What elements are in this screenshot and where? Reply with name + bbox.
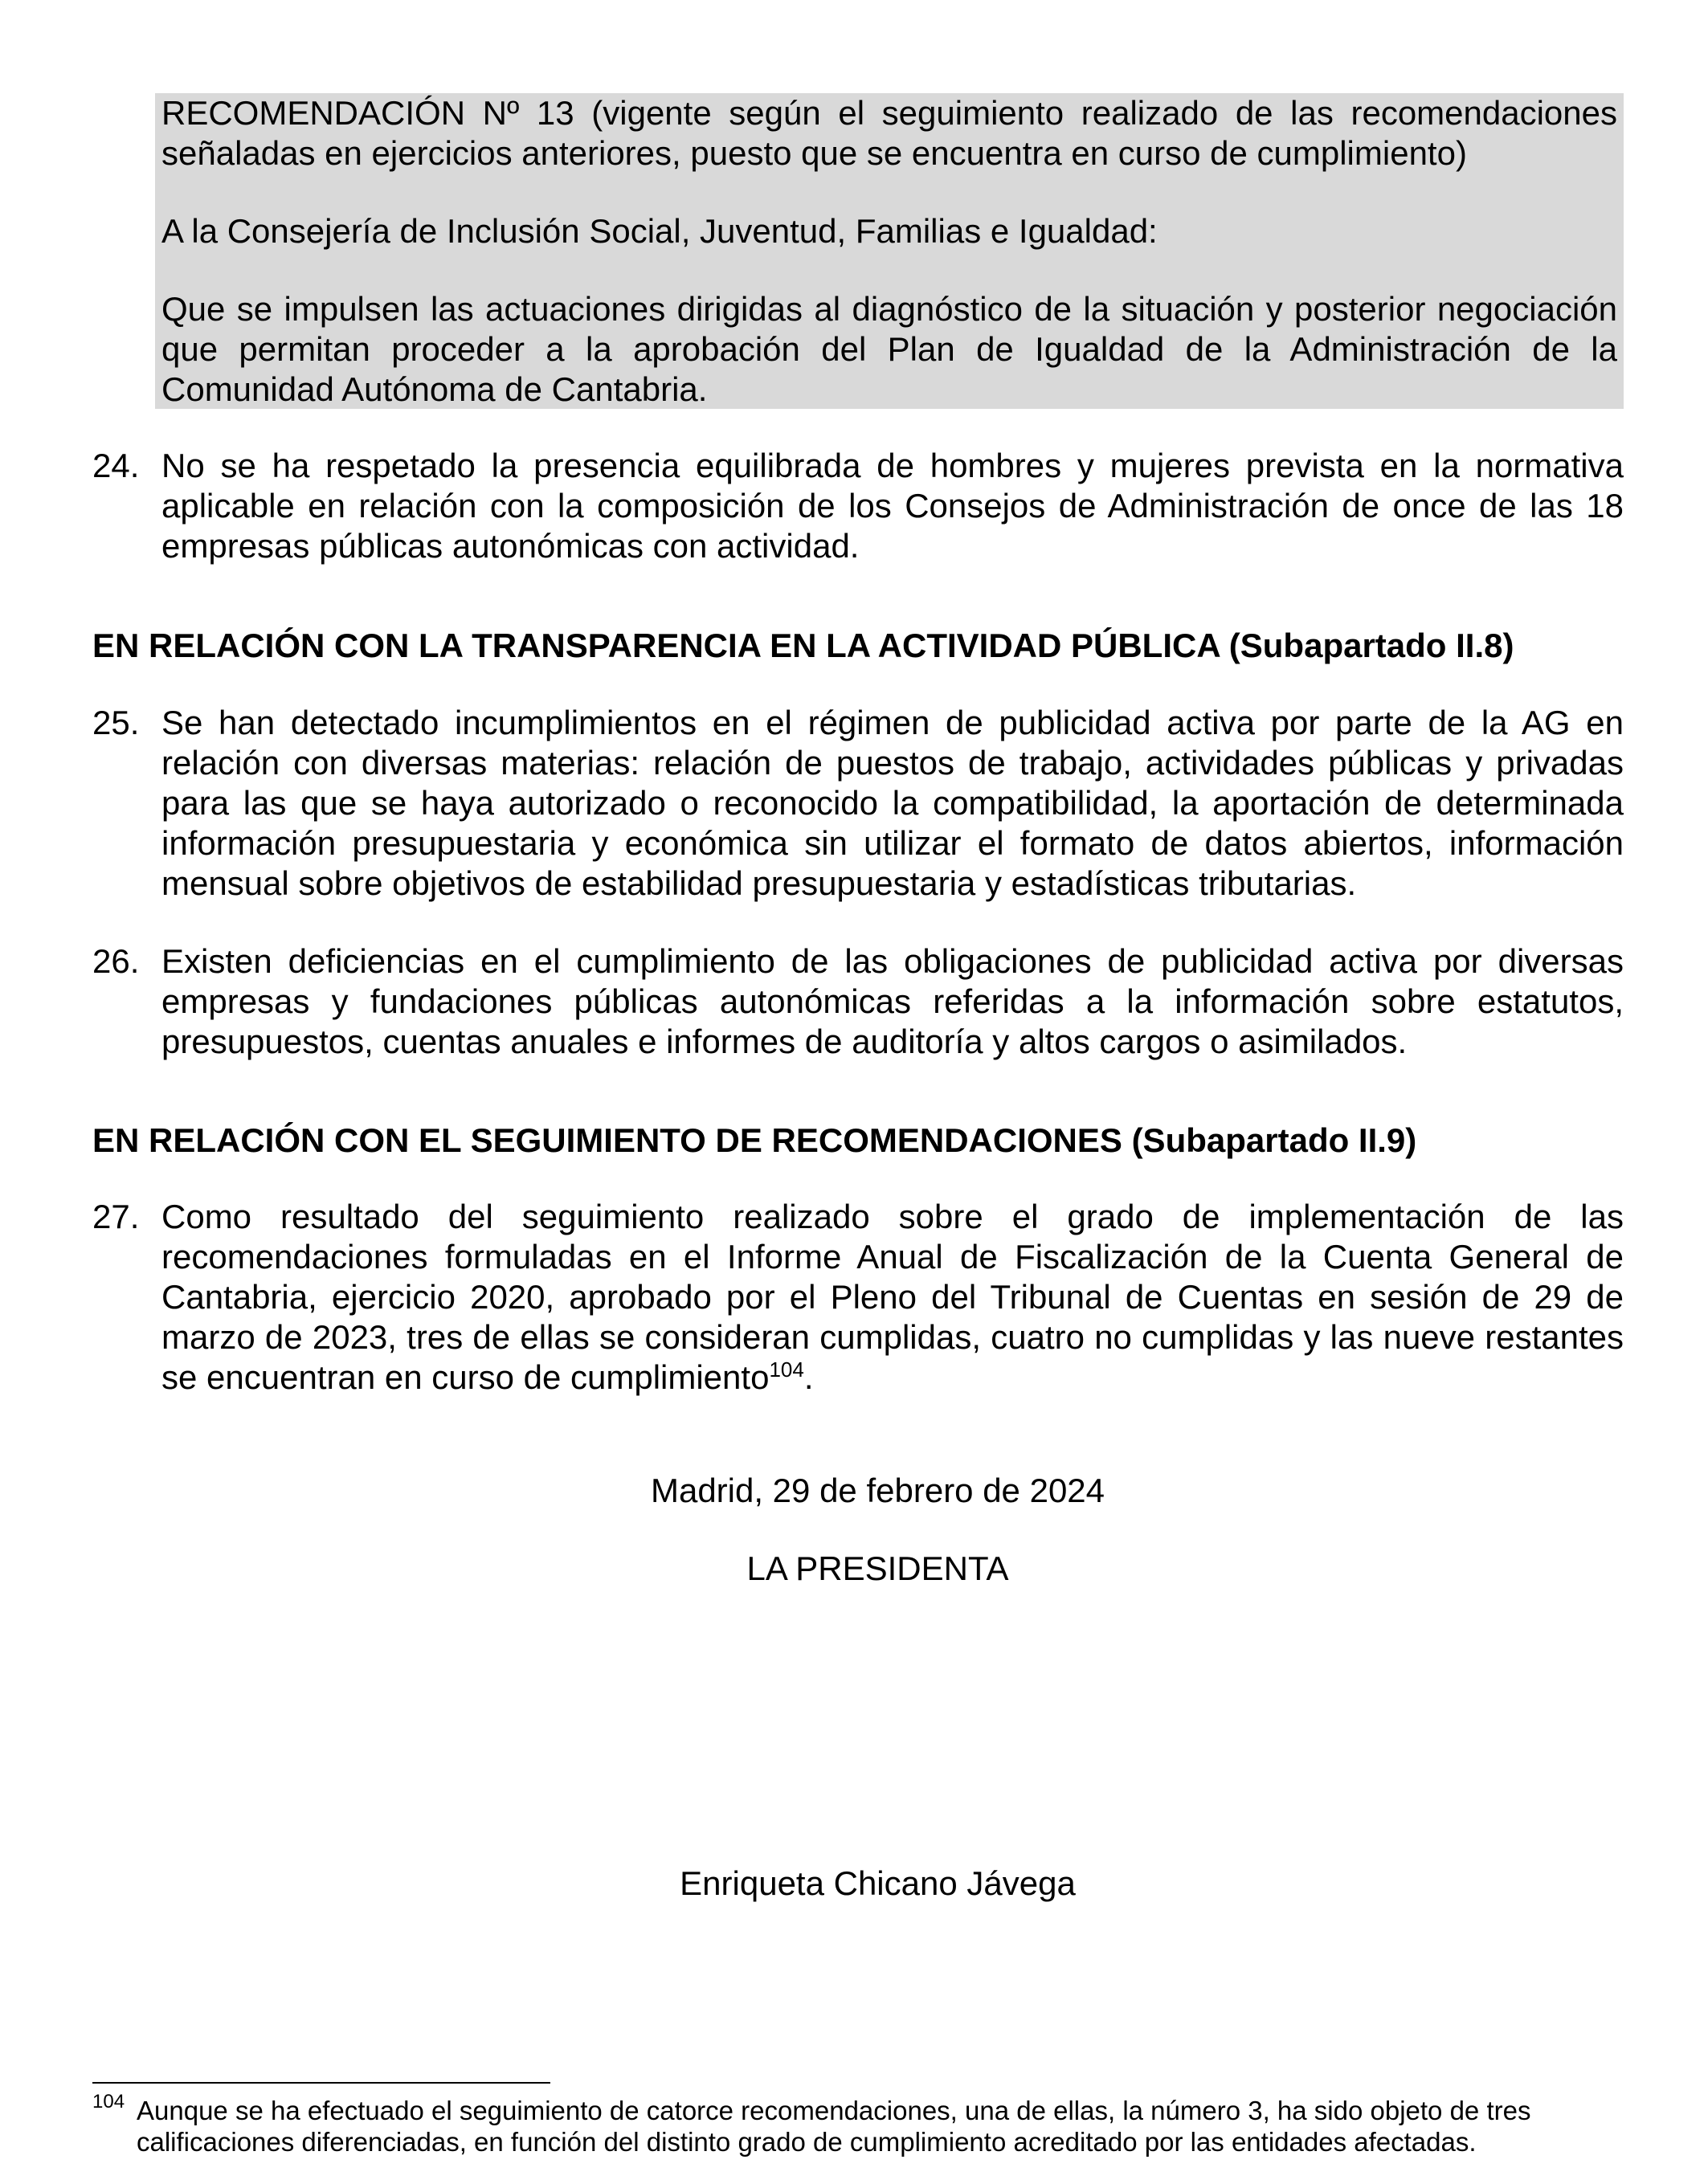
recommendation-text: Que se impulsen las actuaciones dirigidas al diagnóstico de la situación y posterior negociación que permitan proceder a la aprobación del Plan de Igualdad de la Administración de la Comunidad Autónoma de Cantabria. xyxy=(161,290,1617,408)
recommendation-addressee: A la Consejería de Inclusión Social, Juventud, Familias e Igualdad: xyxy=(161,212,1158,250)
item-number: 24. xyxy=(92,447,140,484)
item-text-trailing: . xyxy=(803,1358,814,1396)
recommendation-title: RECOMENDACIÓN Nº 13 (vigente según el seguimiento realizado de las recomendaciones señaladas en ejercicios anteriores, puesto que se encuentra en curso de cumplimiento) xyxy=(161,94,1617,172)
item-text: Existen deficiencias en el cumplimiento de las obligaciones de publicidad activa por diversas empresas y fundaciones públicas autonómicas referidas a la información sobre estatutos, presupuestos, cuentas anuales e informes de auditoría y altos cargos o asimilados. xyxy=(161,942,1624,1060)
item-text xyxy=(161,1197,1624,1398)
signatory-name: Enriqueta Chicano Jávega xyxy=(680,1864,1076,1902)
section-heading-transparency: EN RELACIÓN CON LA TRANSPARENCIA EN LA ACTIVIDAD PÚBLICA (Subapartado II.8) xyxy=(92,627,1514,664)
item-number: 26. xyxy=(92,942,140,980)
place-date: Madrid, 29 de febrero de 2024 xyxy=(650,1472,1105,1509)
item-number: 25. xyxy=(92,704,140,741)
recommendation-box xyxy=(155,93,1624,409)
footnote-mark: 104 xyxy=(92,2091,125,2113)
signatory-role: LA PRESIDENTA xyxy=(746,1549,1009,1587)
item-text-body: Como resultado del seguimiento realizado sobre el grado de implementación de las recomendaciones formuladas en el Informe Anual de Fiscalización de la Cuenta General de Cantabria, ejercicio 2020, aprobado por el Pleno del Tribunal de Cuentas en sesión de 29 de marzo de 2023, tres de ellas se consideran cumplidas, cuatro no cumplidas y las nueve restantes se encuentran en curso de cumplimiento xyxy=(161,1198,1624,1396)
footnote-text: Aunque se ha efectuado el seguimiento de catorce recomendaciones, una de ellas, la número 3, ha sido objeto de tres calificaciones diferenciadas, en función del distinto grado de cumplimiento acreditado por las entidades afectadas. xyxy=(137,2096,1531,2157)
item-text: No se ha respetado la presencia equilibrada de hombres y mujeres prevista en la normativa aplicable en relación con la composición de los Consejos de Administración de once de las 18 empresas públicas autonómicas con actividad. xyxy=(161,447,1624,565)
item-number: 27. xyxy=(92,1198,140,1235)
footnote-reference[interactable]: 104 xyxy=(769,1357,804,1382)
item-text: Se han detectado incumplimientos en el régimen de publicidad activa por parte de la AG en relación con diversas materias: relación de puestos de trabajo, actividades públicas y privadas para las que se haya autorizado o reconocido la compatibilidad, la aportación de determinada información presupuestaria y económica sin utilizar el formato de datos abiertos, información mensual sobre objetivos de estabilidad presupuestaria y estadísticas tributarias. xyxy=(161,704,1624,902)
section-heading-follow-up: EN RELACIÓN CON EL SEGUIMIENTO DE RECOMENDACIONES (Subapartado II.9) xyxy=(92,1121,1417,1159)
footnote-separator xyxy=(92,2082,550,2084)
